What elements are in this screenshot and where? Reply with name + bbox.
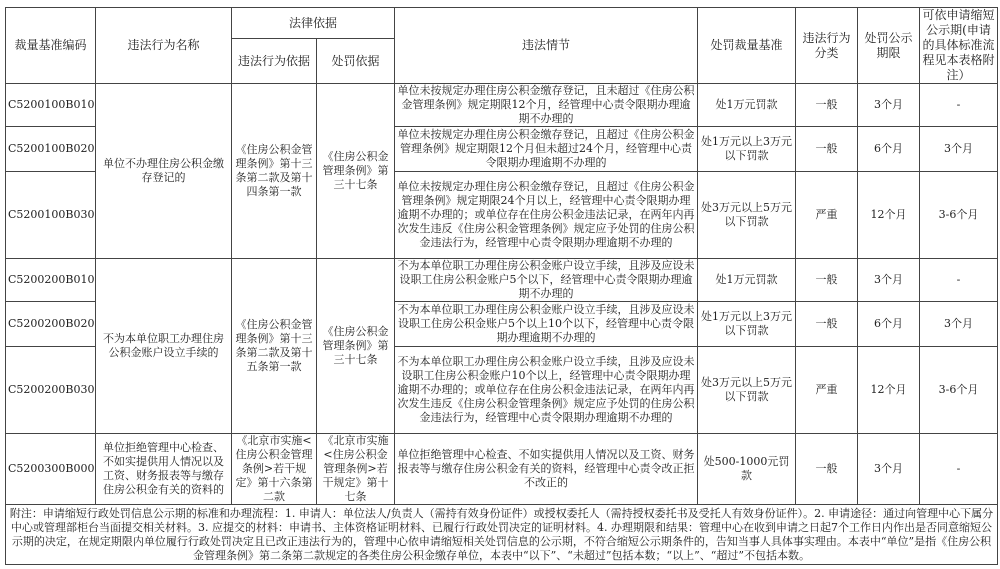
header-name: 违法行为名称 [96, 8, 232, 84]
category-cell: 一般 [796, 84, 858, 127]
category-cell: 一般 [796, 127, 858, 172]
code-cell: C5200200B020 [6, 302, 96, 347]
violation-basis-cell: 《住房公积金管理条例》第十三条第二款及第十五条第一款 [232, 259, 317, 434]
header-publicity-period: 处罚公示期限 [858, 8, 920, 84]
shorten-cell: 3-6个月 [920, 172, 998, 259]
period-cell: 6个月 [858, 127, 920, 172]
circumstance-cell: 单位未按规定办理住房公积金缴存登记，且超过《住房公积金管理条例》规定期限12个月但未超过24个月，经管理中心责令限期办理逾期不办理的 [395, 127, 698, 172]
circumstance-cell: 不为本单位职工办理住房公积金账户设立手续，且涉及应设未设职工住房公积金账户5个以上10个以下，经管理中心责令限期办理逾期不办理的 [395, 302, 698, 347]
table-row [6, 84, 998, 127]
header-shorten-period: 可依申请缩短公示期(申请的具体标准流程见本表格附注） [920, 8, 998, 84]
violation-basis-cell: 《住房公积金管理条例》第十三条第二款及第十四条第一款 [232, 84, 317, 259]
category-cell: 一般 [796, 302, 858, 347]
penalty-basis-cell: 《住房公积金管理条例》第三十七条 [317, 84, 395, 259]
circumstance-cell: 单位未按规定办理住房公积金缴存登记，且超过《住房公积金管理条例》规定期限24个月以上，经管理中心责令限期办理逾期不办理的；或单位存在住房公积金违法记录，在两年内再次发生违反《住房公积金管理条例》规定应予处罚的住房公积金违法行为，经管理中心责令限期办理逾期不办理的 [395, 172, 698, 259]
violation-name-cell: 单位拒绝管理中心检查、不如实提供用人情况以及工资、财务报表等与缴存住房公积金有关的资料的 [96, 434, 232, 505]
header-penalty-basis: 处罚依据 [317, 39, 395, 84]
shorten-cell: 3个月 [920, 302, 998, 347]
header-penalty-standard: 处罚裁量基准 [698, 8, 796, 84]
header-circumstance: 违法情节 [395, 8, 698, 84]
header-violation-basis: 违法行为依据 [232, 39, 317, 84]
footnote: 附注：申请缩短行政处罚信息公示期的标准和办理流程：1. 申请人：单位法人/负责人（需持有效身份证件）或授权委托人（需持授权委托书及受托人有效身份证件）。2. 申请途径：通过向管理中心下属分中心或管理部柜台当面提交相关材料。3. 应提交的材料：申请书、主体资格证明材料、已履行行政处罚决定的证明材料。4. 办理期限和结果：管理中心在收到申请之日起7个工作日内作出是否同意缩短公示期的决定，在规定期限内单位履行行政处罚决定且已改正违法行为的，管理中心依申请缩短相关处罚信息的公示期，不符合缩短公示期条件的，告知当事人具体事实理由。本表中“单位”是指《住房公积金管理条例》第二条第二款规定的各类住房公积金缴存单位，本表中“以下”、“未超过”包括本数；“以上”、“超过”不包括本数。 [6, 505, 998, 565]
shorten-cell: - [920, 434, 998, 505]
period-cell: 6个月 [858, 302, 920, 347]
header-code: 裁量基准编码 [6, 8, 96, 84]
period-cell: 3个月 [858, 434, 920, 505]
category-cell: 严重 [796, 172, 858, 259]
penalty-cell: 处1万元罚款 [698, 259, 796, 302]
code-cell: C5200200B030 [6, 347, 96, 434]
category-cell: 严重 [796, 347, 858, 434]
circumstance-cell: 不为本单位职工办理住房公积金账户设立手续，且涉及应设未设职工住房公积金账户5个以下，经管理中心责令限期办理逾期不办理的 [395, 259, 698, 302]
penalty-cell: 处1万元以上3万元以下罚款 [698, 302, 796, 347]
code-cell: C5200100B010 [6, 84, 96, 127]
penalty-basis-cell: 《住房公积金管理条例》第三十七条 [317, 259, 395, 434]
table-row [6, 434, 998, 505]
circumstance-cell: 不为本单位职工办理住房公积金账户设立手续，且涉及应设未设职工住房公积金账户10个以上，经管理中心责令限期办理逾期不办理的；或单位存在住房公积金违法记录，在两年内再次发生违反《住房公积金管理条例》规定应予处罚的住房公积金违法行为，经管理中心责令限期办理逾期不办理的 [395, 347, 698, 434]
code-cell: C5200100B020 [6, 127, 96, 172]
period-cell: 3个月 [858, 259, 920, 302]
shorten-cell: 3-6个月 [920, 347, 998, 434]
period-cell: 3个月 [858, 84, 920, 127]
table-row [6, 259, 998, 302]
penalty-cell: 处1万元罚款 [698, 84, 796, 127]
shorten-cell: - [920, 259, 998, 302]
penalty-basis-cell: 《北京市实施<住房公积金管理条例>若干规定》第十七条 [317, 434, 395, 505]
circumstance-cell: 单位拒绝管理中心检查、不如实提供用人情况以及工资、财务报表等与缴存住房公积金有关的资料，经管理中心责令改正拒不改正的 [395, 434, 698, 505]
violation-basis-cell: 《北京市实施<住房公积金管理条例>若干规定》第十六条第二款 [232, 434, 317, 505]
code-cell: C5200200B010 [6, 259, 96, 302]
code-cell: C5200100B030 [6, 172, 96, 259]
penalty-cell: 处1万元以上3万元以下罚款 [698, 127, 796, 172]
code-cell: C5200300B000 [6, 434, 96, 505]
penalty-cell: 处500-1000元罚款 [698, 434, 796, 505]
category-cell: 一般 [796, 434, 858, 505]
header-legal-basis: 法律依据 [232, 8, 395, 39]
shorten-cell: - [920, 84, 998, 127]
period-cell: 12个月 [858, 172, 920, 259]
penalty-cell: 处3万元以上5万元以下罚款 [698, 172, 796, 259]
category-cell: 一般 [796, 259, 858, 302]
footnote-row [6, 505, 998, 565]
penalty-cell: 处3万元以上5万元以下罚款 [698, 347, 796, 434]
violation-name-cell: 单位不办理住房公积金缴存登记的 [96, 84, 232, 259]
shorten-cell: 3个月 [920, 127, 998, 172]
period-cell: 12个月 [858, 347, 920, 434]
header-category: 违法行为分类 [796, 8, 858, 84]
circumstance-cell: 单位未按规定办理住房公积金缴存登记，且未超过《住房公积金管理条例》规定期限12个月，经管理中心责令限期办理逾期不办理的 [395, 84, 698, 127]
violation-name-cell: 不为本单位职工办理住房公积金账户设立手续的 [96, 259, 232, 434]
penalty-standard-table [5, 7, 998, 565]
